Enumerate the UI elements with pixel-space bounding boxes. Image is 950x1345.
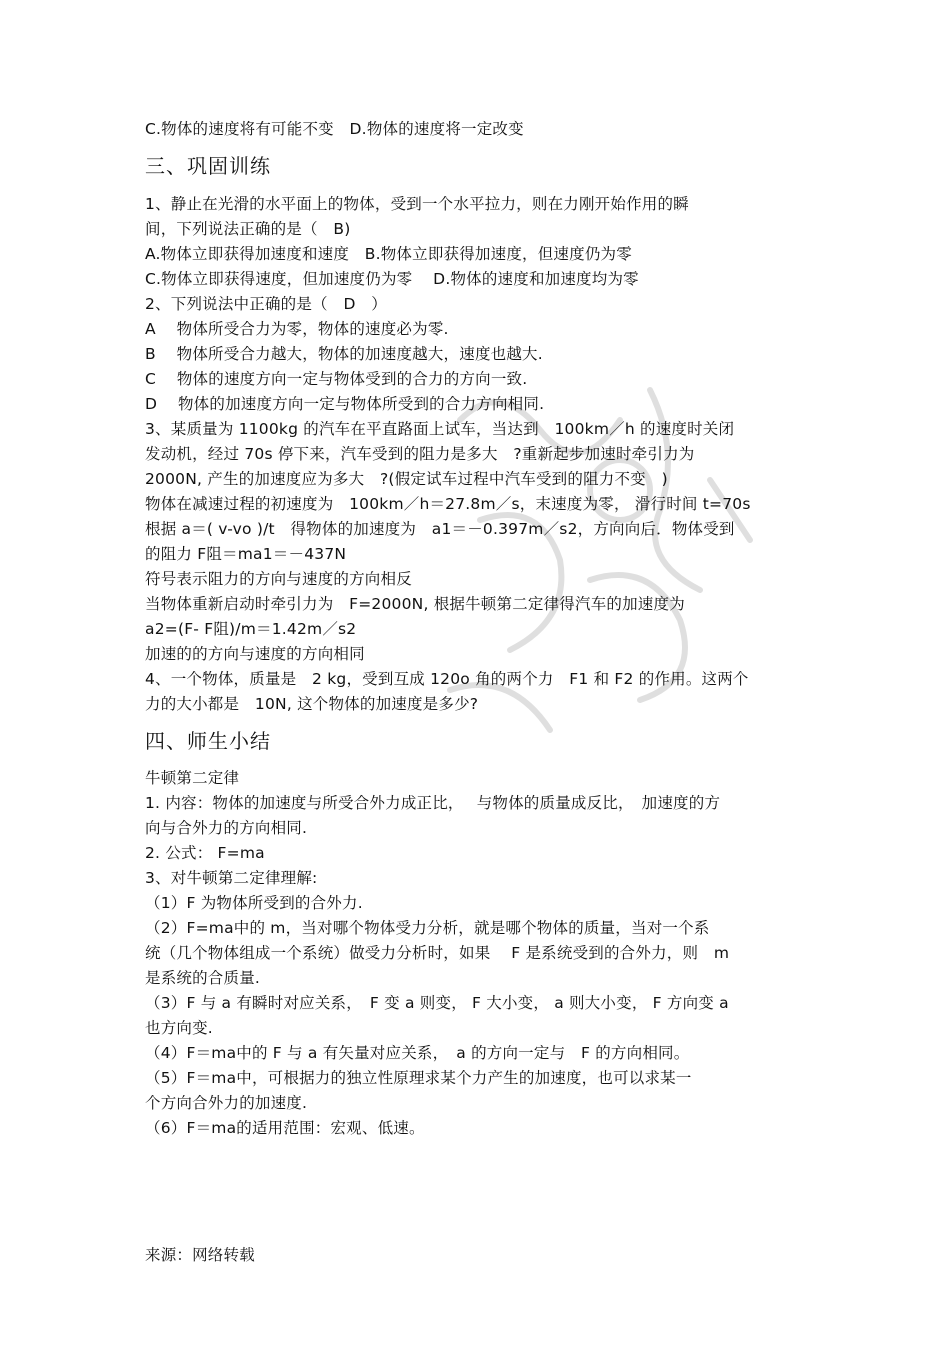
text-line: C 物体的速度方向一定与物体受到的合力的方向一致. [145,370,528,388]
text-line: （4）F＝ma中的 F 与 a 有矢量对应关系， a 的方向一定与 F 的方向相同。 [145,1044,690,1062]
text-line: 2. 公式： F=ma [145,844,265,862]
text-line: 3、对牛顿第二定律理解: [145,869,318,887]
text-line: 根据 a＝( v-vo )/t 得物体的加速度为 a1＝－0.397m／s2，方向向后．物体受到 [145,520,735,538]
text-line: 1、静止在光滑的水平面上的物体，受到一个水平拉力，则在力刚开始作用的瞬 [145,195,689,213]
text-line: 力的大小都是 10N, 这个物体的加速度是多少? [145,695,479,713]
text-line: 是系统的合质量. [145,969,261,987]
text-line: C.物体立即获得速度，但加速度仍为零 D.物体的速度和加速度均为零 [145,270,639,288]
text-line: A.物体立即获得加速度和速度 B.物体立即获得加速度，但速度仍为零 [145,245,632,263]
text-line: 统（几个物体组成一个系统）做受力分析时，如果 F 是系统受到的合外力，则 m [145,944,730,962]
text-line: 符号表示阻力的方向与速度的方向相反 [145,570,412,588]
text-line: 2000N, 产生的加速度应为多大 ?(假定试车过程中汽车受到的阻力不变 ) [145,470,668,488]
text-line: 向与合外力的方向相同. [145,819,308,837]
text-line: 当物体重新启动时牵引力为 F=2000N, 根据牛顿第二定律得汽车的加速度为 [145,595,685,613]
text-line: 加速的的方向与速度的方向相同 [145,645,365,663]
text-line: 个方向合外力的加速度. [145,1094,308,1112]
text-line: 的阻力 F阻＝ma1＝－437N [145,545,347,563]
text-line: 也方向变. [145,1019,213,1037]
text-line: 间，下列说法正确的是（ B) [145,220,351,238]
text-line: 发动机，经过 70s 停下来，汽车受到的阻力是多大 ?重新起步加速时牵引力为 [145,445,695,463]
text-line: 3、某质量为 1100kg 的汽车在平直路面上试车，当达到 100km／h 的速度时关闭 [145,420,735,438]
text-line: D 物体的加速度方向一定与物体所受到的合力方向相同. [145,395,545,413]
text-line: a2=(F- F阻)/m＝1.42m／s2 [145,620,357,638]
text-line: 物体在减速过程的初速度为 100km／h＝27.8m／s，末速度为零， 滑行时间 t=70s [145,495,751,513]
source-note: 来源：网络转载 [145,1246,255,1264]
text-line: A 物体所受合力为零，物体的速度必为零. [145,320,449,338]
text-line: 2、下列说法中正确的是（ D ） [145,295,387,313]
text-line: （2）F=ma中的 m，当对哪个物体受力分析，就是哪个物体的质量，当对一个系 [145,919,710,937]
text-line: （1）F 为物体所受到的合外力. [145,894,363,912]
text-line: （5）F＝ma中，可根据力的独立性原理求某个力产生的加速度，也可以求某一 [145,1069,692,1087]
text-line: 牛顿第二定律 [145,769,240,787]
text-line: （6）F＝ma的适用范围：宏观、低速。 [145,1119,425,1137]
text-line: 1. 内容：物体的加速度与所受合外力成正比， 与物体的质量成反比， 加速度的方 [145,794,721,812]
text-line: C.物体的速度将有可能不变 D.物体的速度将一定改变 [145,120,524,138]
text-line: （3）F 与 a 有瞬时对应关系， F 变 a 则变， F 大小变， a 则大小变， F 方向变 a [145,994,729,1012]
text-line: B 物体所受合力越大，物体的加速度越大，速度也越大. [145,345,543,363]
text-line: 4、一个物体，质量是 2 kg，受到互成 120o 角的两个力 F1 和 F2 的作用。这两个 [145,670,749,688]
section-heading: 四、师生小结 [145,729,271,753]
section-heading: 三、巩固训练 [145,154,271,178]
